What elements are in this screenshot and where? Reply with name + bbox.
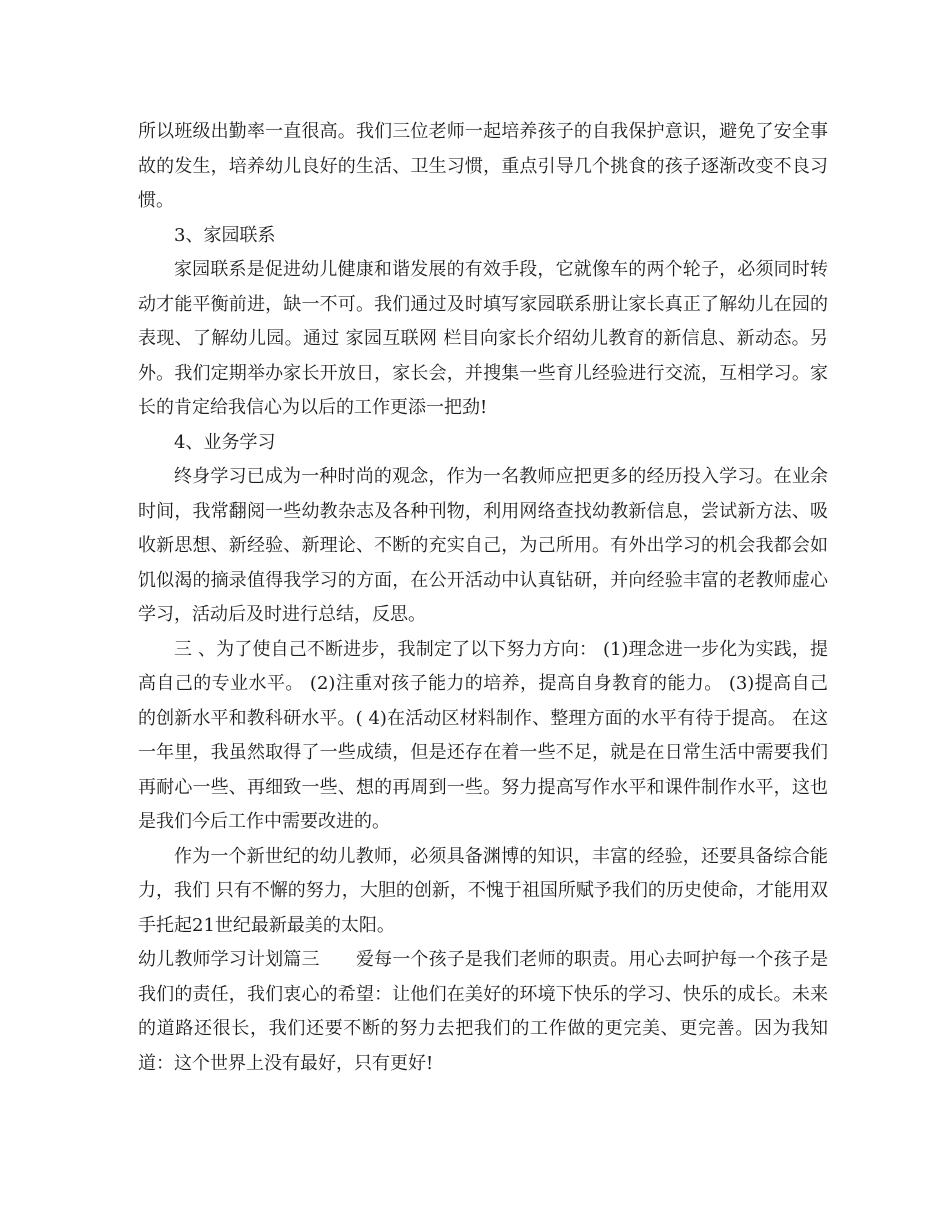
document-body	[138, 115, 828, 1081]
paragraph-attendance-continuation: 所以班级出勤率一直很高。我们三位老师一起培养孩子的自我保护意识，避免了安全事故的发生，培养幼儿良好的生活、卫生习惯，重点引导几个挑食的孩子逐渐改变不良习惯。	[138, 121, 828, 211]
section-heading-home-school: 3、家园联系	[174, 224, 276, 246]
paragraph-improvement-goals: 三 、为了使自己不断进步，我制定了以下努力方向： (1)理念进一步化为实践，提高自己的专业水平。 (2)注重对孩子能力的培养，提高自身教育的能力。 (3)提高自己的创新水平和教科研水平。( 4)在活动区材料制作、整理方面的水平有待于提高。 在这一年里，我虽然取得了一些成绩，但是还存在着一些不足，就是在日常生活中需要我们再耐心一些、再细致一些、想的再周到一些。努力提高写作水平和课件制作水平，这也是我们今后工作中需要改进的。	[138, 638, 828, 832]
section-heading-professional-study: 4、业务学习	[174, 431, 276, 453]
paragraph-plan-part-three: 幼儿教师学习计划篇三 爱每一个孩子是我们老师的职责。用心去呵护每一个孩子是我们的责任，我们衷心的希望：让他们在美好的环境下快乐的学习、快乐的成长。未来的道路还很长，我们还要不断的努力去把我们的工作做的更完美、更完善。因为我知道：这个世界上没有最好，只有更好!	[138, 949, 828, 1074]
paragraph-professional-study: 终身学习已成为一种时尚的观念，作为一名教师应把更多的经历投入学习。在业余时间，我常翻阅一些幼教杂志及各种刊物，利用网络查找幼教新信息，尝试新方法、吸收新思想、新经验、新理论、不断的充实自己，为己所用。有外出学习的机会我都会如饥似渴的摘录值得我学习的方面，在公开活动中认真钻研，并向经验丰富的老教师虚心学习，活动后及时进行总结，反思。	[138, 466, 828, 625]
paragraph-new-era-teacher: 作为一个新世纪的幼儿教师，必须具备渊博的知识，丰富的经验，还要具备综合能力，我们 只有不懈的努力，大胆的创新，不愧于祖国所赋予我们的历史使命，才能用双手托起21世纪最新最美的太阳。	[138, 845, 828, 936]
paragraph-home-school: 家园联系是促进幼儿健康和谐发展的有效手段，它就像车的两个轮子，必须同时转动才能平衡前进，缺一不可。我们通过及时填写家园联系册让家长真正了解幼儿在园的表现、了解幼儿园。通过 家园互联网 栏目向家长介绍幼儿教育的新信息、新动态。另外。我们定期举办家长开放日，家长会，并搜集一些育儿经验进行交流，互相学习。家长的肯定给我信心为以后的工作更添一把劲!	[138, 259, 828, 418]
